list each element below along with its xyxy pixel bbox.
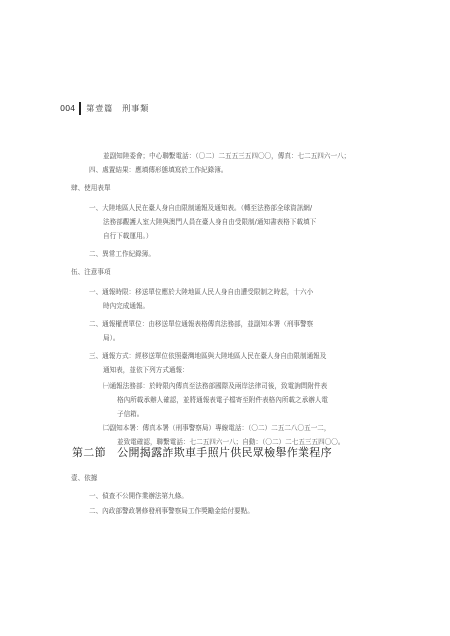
text-line: 時內完成通報。 (103, 302, 150, 310)
text-line: ㈡副知本署：傳真本署（刑事警察局）專線電話：（〇二）二五二八〇五一二， (103, 424, 331, 432)
text-line: 子信箱。 (117, 410, 144, 418)
page-number: 004 (60, 103, 76, 113)
text-line: 並副知陸委會；中心聯繫電話：（〇二）二五五三五四〇〇，傳真：七二五四六一八； (103, 152, 351, 160)
text-line: 一、大陸地區人民在臺人身自由限制通報及通知表。（轉至法務部全球資訊網/ (89, 204, 313, 212)
text-line: ㈠通報法務部：於時限內傳真至法務部國際及兩岸法律司後，致電詢問附件表 (103, 382, 328, 390)
running-header (60, 101, 149, 115)
text-line: 法務部觀護人室大陸與澳門人員在臺人身自由受限制/通知書表格下載填下 (103, 218, 317, 226)
text-line: 並致電確認，聯繫電話：七二五四六一八；自動：（〇二）二七五三五四〇〇。 (117, 438, 345, 446)
text-line: 通知表，並依下列方式通報： (103, 366, 189, 374)
text-line: 二、通報權責單位：由移送單位通報表格傳真法務部，並副知本署（刑事警察 (89, 320, 314, 328)
text-line: 一、偵查不公開作業辦法第九條。 (89, 492, 188, 500)
text-line: 二、異常工作紀錄簿。 (89, 250, 155, 258)
heading-line: 伍、注意事項 (71, 268, 111, 276)
heading-line: 肆、使用表單 (71, 184, 111, 192)
text-line: 四、處置結果：應填傳形態填寫於工作紀錄簿。 (89, 166, 228, 174)
text-line: 二、內政部警政署修發刑事警察局工作獎勵金給付要點。 (89, 507, 254, 515)
header-divider (79, 102, 81, 115)
text-line: 局）。 (103, 334, 120, 342)
text-line: 格內所載承辦人確認，並將通報表電子檔寄至附件表格內所載之承辦人電 (117, 396, 328, 404)
section-title: 第二節 公開揭露詐欺車手照片供民眾檢舉作業程序 (72, 446, 332, 459)
text-line: 一、通報時限：移送單位應於大陸地區人民人身自由遭受限制之時起，十六小 (89, 288, 314, 296)
text-line: 自行下載運用。） (103, 232, 153, 240)
chapter-title: 第壹篇 刑事類 (86, 103, 150, 113)
text-line: 三、通報方式：經移送單位依照臺灣地區與大陸地區人民在臺人身自由限制通報及 (89, 352, 327, 360)
heading-line: 壹、依據 (71, 474, 98, 482)
